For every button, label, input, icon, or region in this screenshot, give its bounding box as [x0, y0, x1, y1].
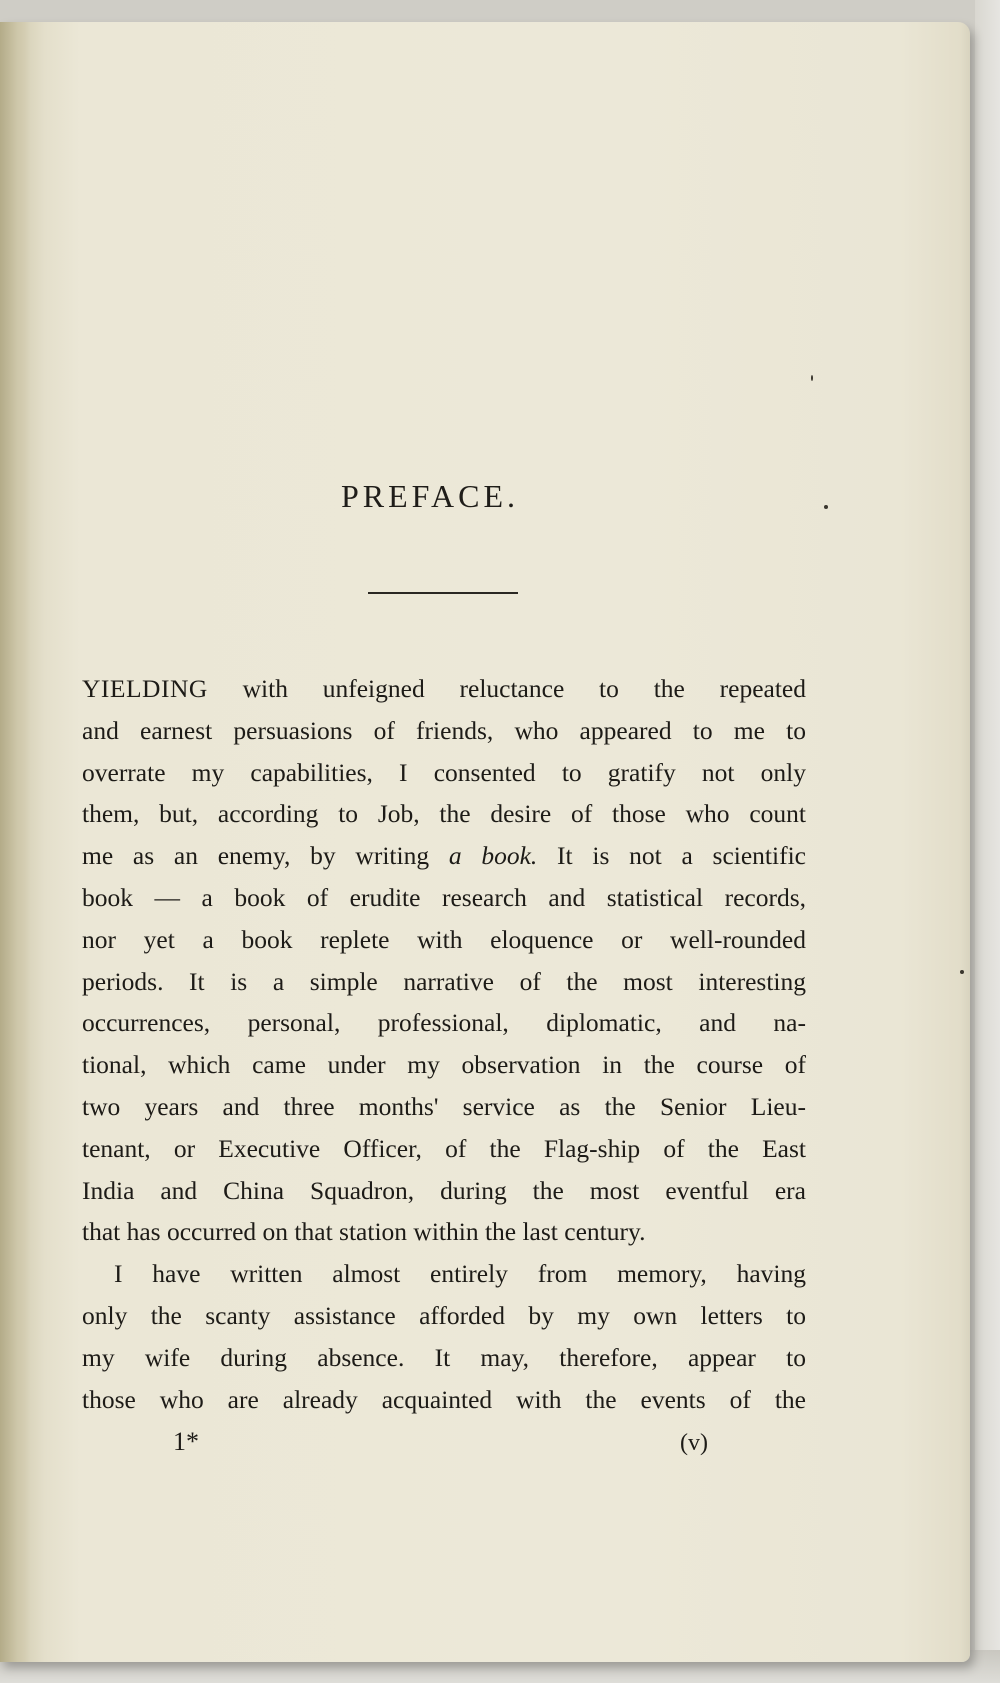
text-line: India and China Squadron, during the most eventful era — [82, 1175, 806, 1205]
signature-mark: 1* — [173, 1427, 199, 1456]
text-line: only the scanty assistance afforded by my own letters to — [82, 1300, 806, 1330]
text-line: occurrences, personal, professional, diplomatic, and na- — [82, 1008, 806, 1038]
text-line: me as an enemy, by writing a book. It is not a scientific — [82, 841, 806, 871]
text-line: them, but, according to Job, the desire of those who count — [82, 799, 806, 829]
text-line: and earnest persuasions of friends, who appeared to me to — [82, 715, 806, 745]
text-line: those who are already acquainted with the events of the — [82, 1384, 806, 1414]
page-heading: PREFACE. — [340, 478, 520, 514]
paper-speck — [811, 375, 813, 381]
text-line: tenant, or Executive Officer, of the Flag-ship of the East — [82, 1133, 806, 1163]
text-line: two years and three months' service as the Senior Lieu- — [82, 1091, 806, 1121]
show-through-text — [60, 172, 850, 692]
background-surface — [975, 0, 1000, 1683]
text-line: periods. It is a simple narrative of the most interesting — [82, 966, 806, 996]
page-number: (v) — [680, 1430, 708, 1456]
preface-body — [82, 668, 806, 1420]
text-line: my wife during absence. It may, therefore, appear to — [82, 1342, 806, 1372]
text-line: I have written almost entirely from memory, having — [114, 1259, 806, 1289]
text-line: book — a book of erudite research and statistical records, — [82, 882, 806, 912]
text-line: tional, which came under my observation in the course of — [82, 1050, 806, 1080]
text-line: overrate my capabilities, I consented to gratify not only — [82, 757, 806, 787]
paper-speck — [960, 970, 964, 974]
italic-phrase: a book. — [448, 841, 538, 871]
page-gutter-shadow — [0, 22, 30, 1662]
text-line: that has occurred on that station within the last century. — [82, 1217, 646, 1247]
text-line: nor yet a book replete with eloquence or well-rounded — [82, 924, 806, 954]
heading-rule — [368, 592, 518, 594]
text-line: YIELDING with unfeigned reluctance to the repeated — [82, 674, 806, 703]
paper-speck — [824, 505, 828, 509]
opening-word: YIELDING — [82, 674, 208, 703]
